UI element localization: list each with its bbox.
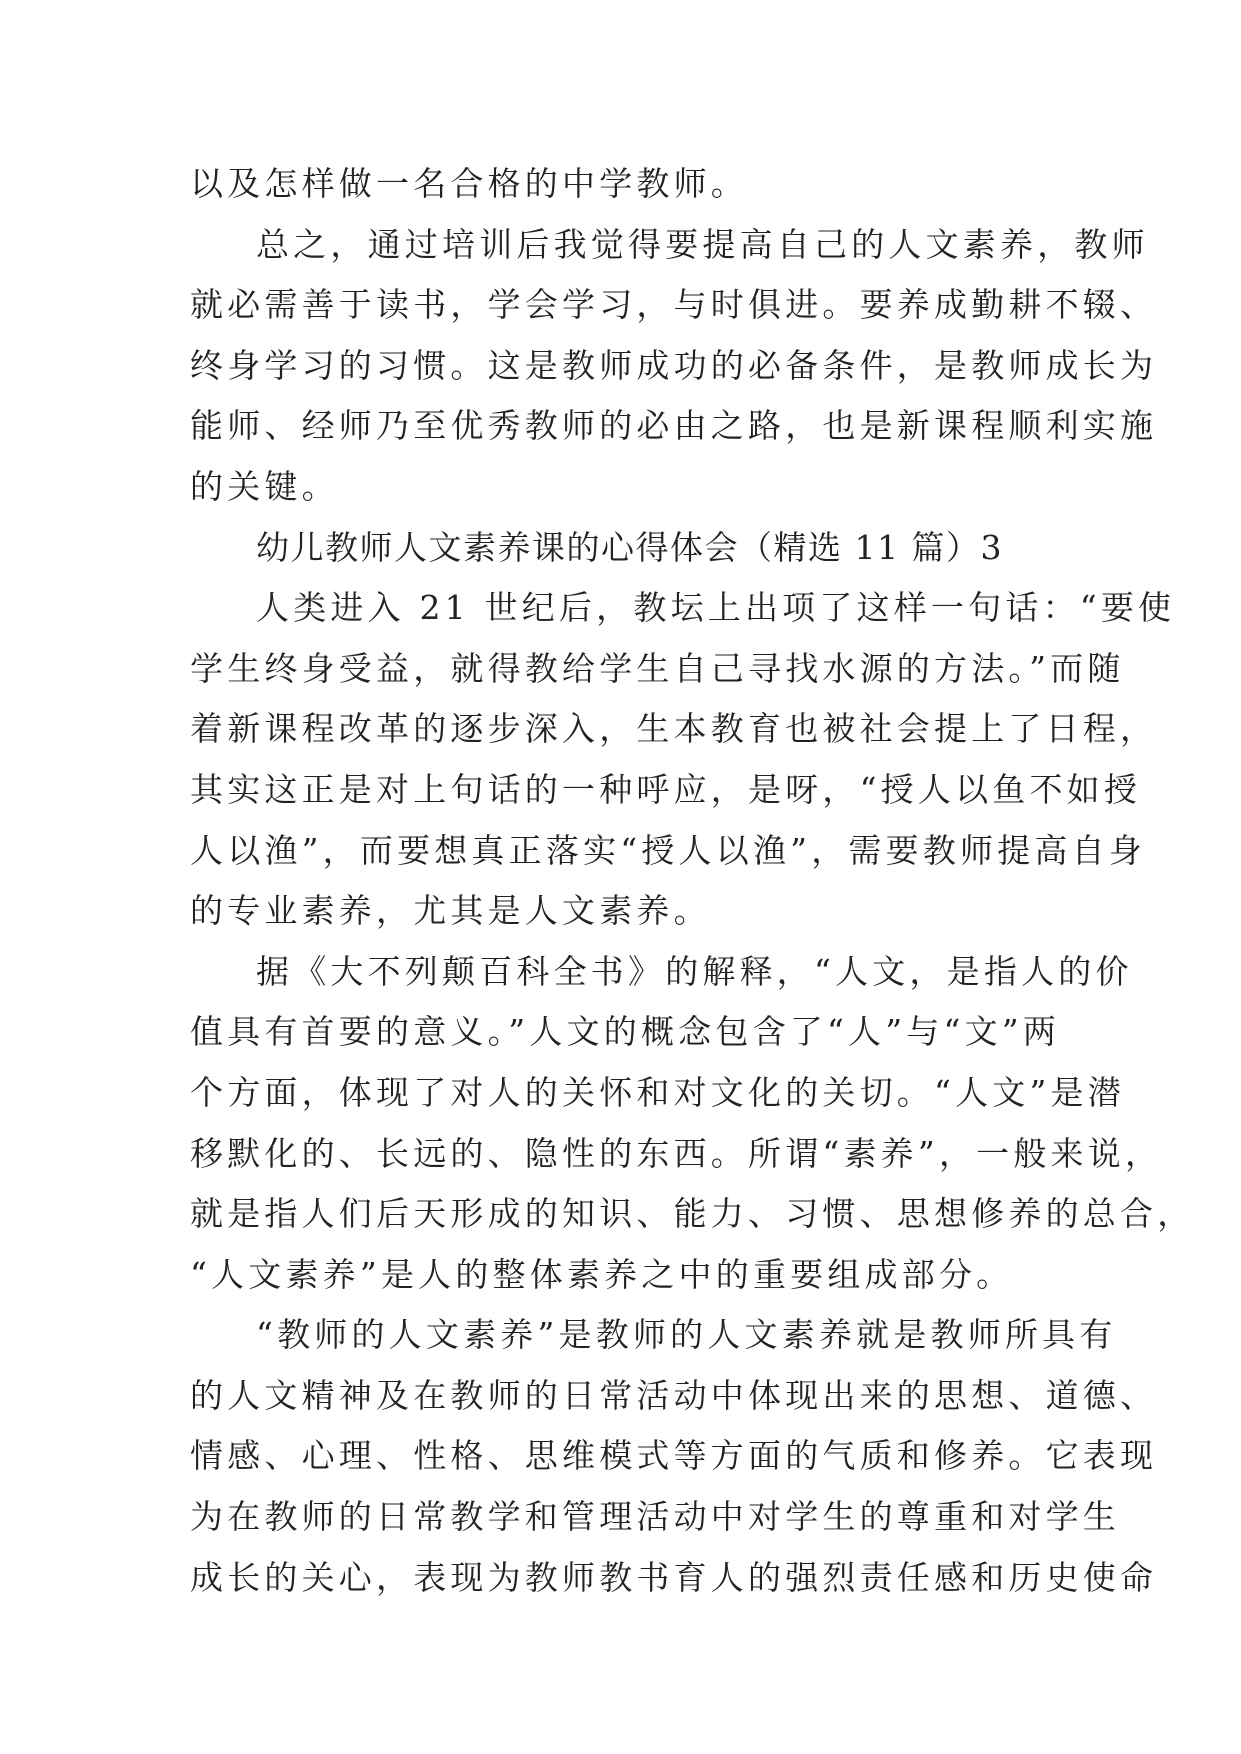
body-line: 就必需善于读书，学会学习，与时俱进。要养成勤耕不辍、 bbox=[190, 285, 1158, 325]
body-line: 情感、心理、性格、思维模式等方面的气质和修养。它表现 bbox=[190, 1436, 1158, 1476]
body-line: “人文素养”是人的整体素养之中的重要组成部分。 bbox=[190, 1254, 1014, 1294]
body-line: 的关键。 bbox=[190, 466, 339, 506]
body-line: 的专业素养，尤其是人文素养。 bbox=[190, 891, 711, 931]
paragraph-first-line: “教师的人文素养”是教师的人文素养就是教师所具有 bbox=[256, 1315, 1117, 1355]
body-line: 学生终身受益，就得教给学生自己寻找水源的方法。”而随 bbox=[190, 648, 1125, 688]
section-heading: 幼儿教师人文素养课的心得体会（精选 11 篇）3 bbox=[256, 527, 1003, 567]
body-line: 成长的关心，表现为教师教书育人的强烈责任感和历史使命 bbox=[190, 1557, 1158, 1597]
paragraph-first-line: 据《大不列颠百科全书》的解释，“人文，是指人的价 bbox=[256, 951, 1133, 991]
body-line: 着新课程改革的逐步深入，生本教育也被社会提上了日程， bbox=[190, 709, 1158, 749]
paragraph-first-line: 总之，通过培训后我觉得要提高自己的人文素养，教师 bbox=[256, 224, 1149, 264]
body-line: 就是指人们后天形成的知识、能力、习惯、思想修养的总合， bbox=[190, 1194, 1195, 1234]
body-line: 个方面，体现了对人的关怀和对文化的关切。“人文”是潜 bbox=[190, 1072, 1125, 1112]
document-body bbox=[190, 154, 1195, 1608]
body-line: 值具有首要的意义。”人文的概念包含了“人”与“文”两 bbox=[190, 1012, 1061, 1052]
paragraph-first-line: 人类进入 21 世纪后，教坛上出项了这样一句话：“要使 bbox=[256, 588, 1176, 628]
body-line: 以及怎样做一名合格的中学教师。 bbox=[190, 164, 748, 203]
body-line: 能师、经师乃至优秀教师的必由之路，也是新课程顺利实施 bbox=[190, 406, 1158, 446]
body-line: 终身学习的习惯。这是教师成功的必备条件，是教师成长为 bbox=[190, 345, 1158, 385]
body-line: 为在教师的日常教学和管理活动中对学生的尊重和对学生 bbox=[190, 1497, 1120, 1537]
body-line: 移默化的、长远的、隐性的东西。所谓“素养”，一般来说， bbox=[190, 1133, 1163, 1173]
body-line: 人以渔”，而要想真正落实“授人以渔”，需要教师提高自身 bbox=[190, 830, 1147, 870]
body-line: 的人文精神及在教师的日常活动中体现出来的思想、道德、 bbox=[190, 1375, 1158, 1415]
body-line: 其实这正是对上句话的一种呼应，是呀，“授人以鱼不如授 bbox=[190, 769, 1142, 809]
